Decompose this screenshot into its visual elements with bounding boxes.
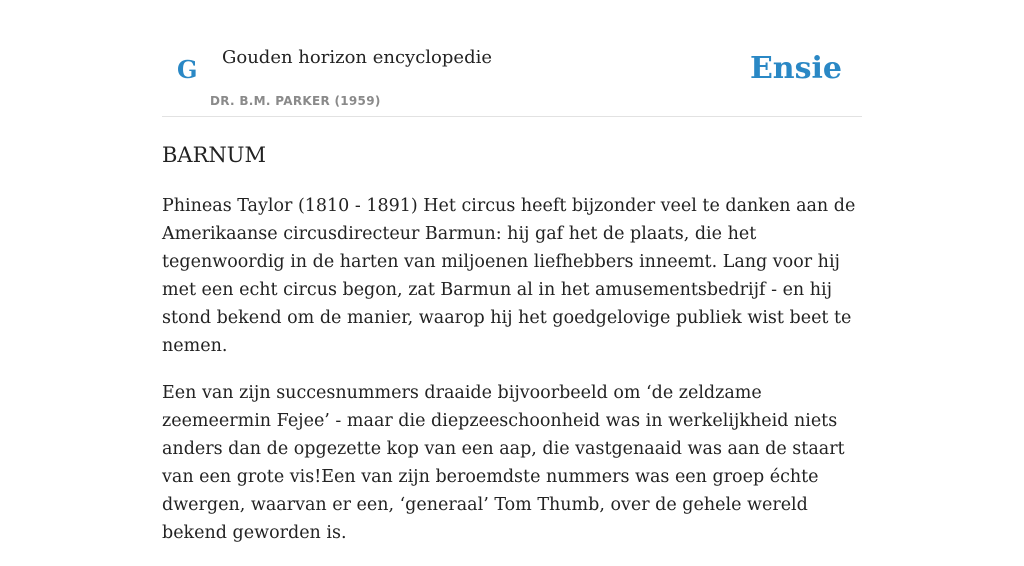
entry-body <box>162 192 867 566</box>
book-logo[interactable]: G <box>177 55 198 84</box>
entry-title: BARNUM <box>162 143 266 167</box>
book-header <box>162 0 862 117</box>
entry-paragraph: Phineas Taylor (1810 - 1891) Het circus heeft bijzonder veel te danken aan de Amerikaanse circusdirecteur Barmun: hij gaf het de plaats, die het tegenwoordig in de harten van miljoenen liefhebbers inneemt. Lang voor hij met een echt circus begon, zat Barmun al in het amusementsbedrijf - en hij stond bekend om de manier, waarop hij het goedgelovige publiek wist beet te nemen. <box>162 196 856 356</box>
ensie-logo-link[interactable]: Ensie <box>749 51 842 86</box>
book-title-link[interactable]: Gouden horizon encyclopedie <box>222 47 492 68</box>
entry-paragraph: Een van zijn succesnummers draaide bijvoorbeeld om ‘de zeldzame zeemeermin Fejee’ - maar die diepzeeschoonheid was in werkelijkheid niets anders dan de opgezette kop van een aap, die vastgenaaid was aan de staart van een grote vis!Een van zijn beroemdste nummers was een groep échte dwergen, waarvan er een, ‘generaal’ Tom Thumb, over de gehele wereld bekend geworden is. <box>162 383 845 543</box>
book-author: DR. B.M. PARKER (1959) <box>210 94 381 108</box>
